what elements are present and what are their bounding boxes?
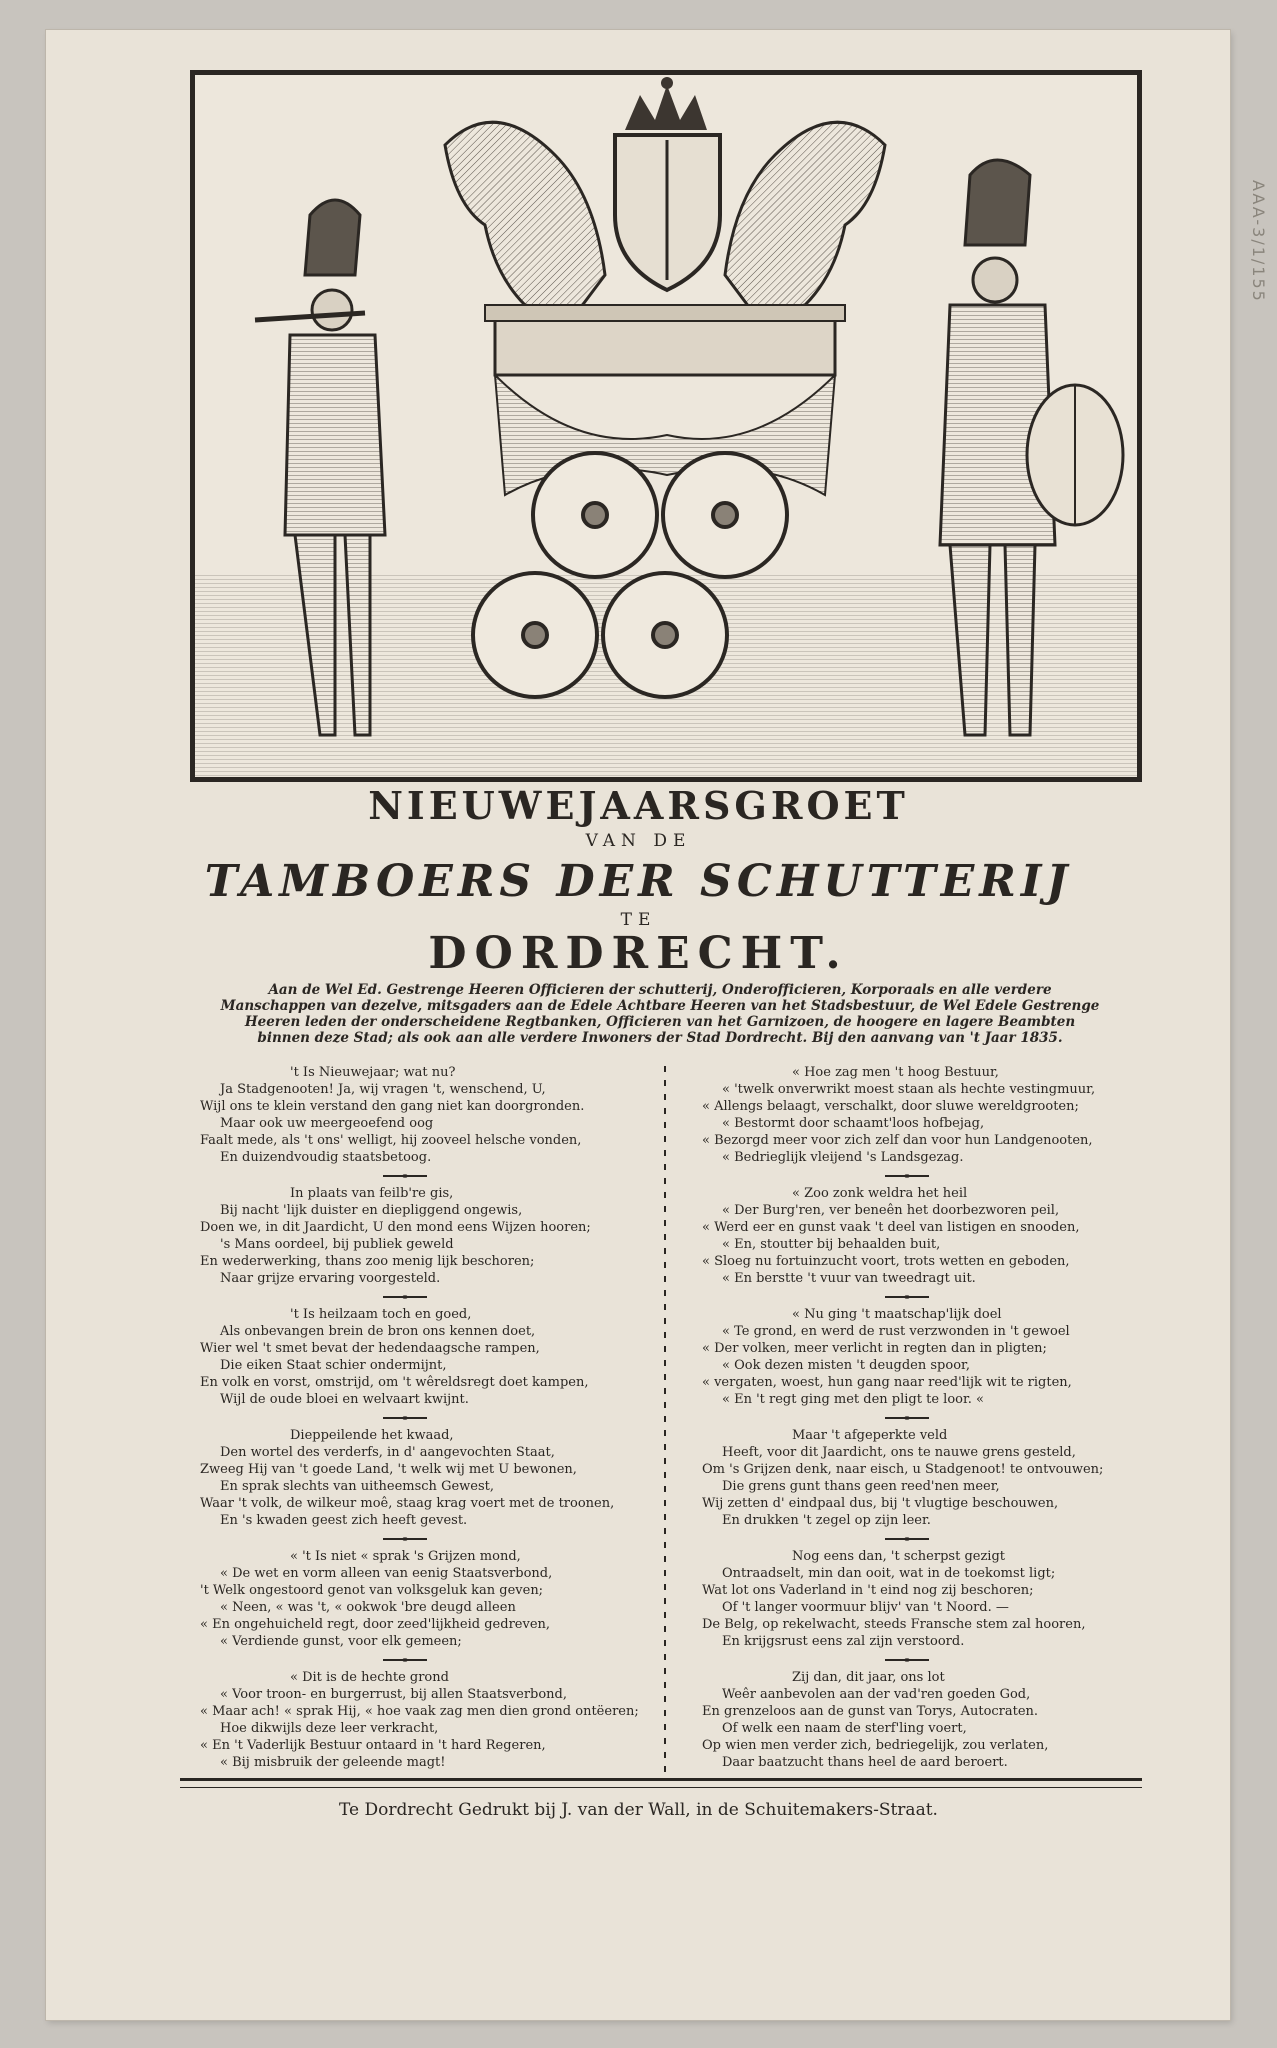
poem-line: En sprak slechts van uitheemsch Gewest, [220,1479,494,1494]
poem-line: « Allengs belaagt, verschalkt, door sluwe wereldgrooten; [702,1099,1079,1114]
poem-line: « Sloeg nu fortuinzucht voort, trots wetten en geboden, [702,1254,1070,1269]
poem-stanza [170,1427,640,1529]
poem-line: Wij zetten d' eindpaal dus, bij 't vlugtige beschouwen, [702,1496,1059,1511]
poem-line: « Verdiende gunst, voor elk gemeen; [220,1634,462,1649]
poem-line: « Bestormt door schaamt'loos hofbejag, [722,1116,985,1131]
poem-stanza [170,1548,640,1650]
stanza-ornament [383,1414,427,1422]
poem-line: « Bedrieglijk vleijend 's Landsgezag. [722,1150,964,1165]
poem-line: En krijgsrust eens zal zijn verstoord. [722,1634,965,1649]
stanza-ornament [383,1535,427,1543]
poem-line: Daar baatzucht thans heel de aard beroert. [722,1755,1008,1770]
stanza-ornament [383,1293,427,1301]
stanza-ornament [885,1293,929,1301]
poem-stanza [170,1669,640,1771]
dedication-text: Aan de Wel Ed. Gestrenge Heeren Officieren der schutterij, Onderofficieren, Korporaals en alle verdere Manschappen van dezelve, mitsgaders aan de Edele Achtbare Heeren van het Stadsbestuur, de Wel Edele Gestrenge Heeren leden der onderscheidene Regtbanken, Officieren van het Garnizoen, de hoogere en lagere Beambten binnen deze Stad; als ook aan alle verdere Inwoners der Stad Dordrecht. Bij den aanvang van 't Jaar 1835. [220,982,1100,1046]
poem-line: Wijl de oude bloei en welvaart kwijnt. [220,1392,469,1407]
poem-line: Op wien men verder zich, bedriegelijk, zou verlaten, [702,1738,1049,1753]
poem-line: « Hoe zag men 't hoog Bestuur, [792,1065,999,1080]
poem-line: Ja Stadgenooten! Ja, wij vragen 't, wenschend, U, [220,1082,546,1097]
poem-line: In plaats van feilb're gis, [290,1186,454,1201]
poem-right-column [672,1064,1142,1777]
poem-line: Hoe dikwijls deze leer verkracht, [220,1721,439,1736]
poem-stanza [672,1427,1142,1529]
stanza-ornament [885,1414,929,1422]
engraving-frame [190,70,1142,782]
poem-line: « Der Burg'ren, ver beneên het doorbezworen peil, [722,1203,1060,1218]
poem-line: « En 't Vaderlijk Bestuur ontaard in 't hard Regeren, [200,1738,546,1753]
poem-stanza [170,1064,640,1166]
poem-stanza [672,1064,1142,1166]
poem-line: « Maar ach! « sprak Hij, « hoe vaak zag men dien grond ontëeren; [200,1704,639,1719]
poem-line: « En berstte 't vuur van tweedragt uit. [722,1271,976,1286]
poem-line: Dieppeilende het kwaad, [290,1428,454,1443]
poem-line: « En 't regt ging met den pligt te loor. « [722,1392,984,1407]
poem-line: Om 's Grijzen denk, naar eisch, u Stadgenoot! te ontvouwen; [702,1462,1104,1477]
poem-stanza [672,1185,1142,1287]
poem-line: « Werd eer en gunst vaak 't deel van listigen en snooden, [702,1220,1080,1235]
poem-line: Den wortel des verderfs, in d' aangevochten Staat, [220,1445,555,1460]
poem-line: Nog eens dan, 't scherpst gezigt [792,1549,1006,1564]
poem-line: 't Is Nieuwejaar; wat nu? [290,1065,456,1080]
poem-line: « Nu ging 't maatschap'lijk doel [792,1307,1002,1322]
poem-line: En volk en vorst, omstrijd, om 't wêreldsregt doet kampen, [200,1375,589,1390]
stanza-ornament [885,1535,929,1543]
poem-line: Wat lot ons Vaderland in 't eind nog zij beschoren; [702,1583,1034,1598]
poem-line: « 'twelk onverwrikt moest staan als hechte vestingmuur, [722,1082,1096,1097]
stanza-ornament [885,1656,929,1664]
poem-line: Waar 't volk, de wilkeur moê, staag krag voert met de troonen, [200,1496,615,1511]
title-dordrecht: DORDRECHT. [428,928,849,979]
poem-line: Zij dan, dit jaar, ons lot [792,1670,945,1685]
poem-line: « Zoo zonk weldra het heil [792,1186,968,1201]
title-tamboers: TAMBOERS DER SCHUTTERIJ [204,856,1073,907]
poem-line: « vergaten, woest, hun gang naar reed'lijk wit te rigten, [702,1375,1072,1390]
margin-inventory-note: AAA-3/1/155 [1249,180,1268,303]
column-divider [664,1066,666,1776]
poem-line: Ontraadselt, min dan ooit, wat in de toekomst ligt; [722,1566,1056,1581]
poem-line: « 't Is niet « sprak 's Grijzen mond, [290,1549,521,1564]
bottom-rule [180,1778,1142,1788]
poem-stanza [170,1306,640,1408]
poem-line: Zweeg Hij van 't goede Land, 't welk wij met U bewonen, [200,1462,577,1477]
poem-line: Bij nacht 'lijk duister en diepliggend ongewis, [220,1203,523,1218]
poem-line: « De wet en vorm alleen van eenig Staatsverbond, [220,1566,553,1581]
poem-line: « Bij misbruik der geleende magt! [220,1755,446,1770]
poem-line: « Bezorgd meer voor zich zelf dan voor hun Landgenooten, [702,1133,1093,1148]
poem-line: « En ongehuicheld regt, door zeed'lijkheid gedreven, [200,1617,551,1632]
poem-line: Die eiken Staat schier ondermijnt, [220,1358,447,1373]
poem-line: « Ook dezen misten 't deugden spoor, [722,1358,970,1373]
stanza-ornament [383,1172,427,1180]
poem-line: « Dit is de hechte grond [290,1670,449,1685]
title-nieuwejaarsgroet: NIEUWEJAARSGROET [368,783,909,828]
poem-line: Weêr aanbevolen aan der vad'ren goeden God, [722,1687,1031,1702]
poem-line: Wijl ons te klein verstand den gang niet kan doorgronden. [200,1099,585,1114]
poem-line: Naar grijze ervaring voorgesteld. [220,1271,441,1286]
title-te: TE [620,910,657,930]
woodcut-illustration [195,75,1137,777]
poem-line: « Voor troon- en burgerrust, bij allen Staatsverbond, [220,1687,568,1702]
poem-line: En wederwerking, thans zoo menig lijk beschoren; [200,1254,535,1269]
poem-line: Doen we, in dit Jaardicht, U den mond eens Wijzen hooren; [200,1220,591,1235]
poem-line: « Neen, « was 't, « ookwok 'bre deugd alleen [220,1600,516,1615]
poem-line: Wier wel 't smet bevat der hedendaagsche rampen, [200,1341,540,1356]
poem-line: De Belg, op rekelwacht, steeds Fransche stem zal hooren, [702,1617,1086,1632]
poem-line: « En, stoutter bij behaalden buit, [722,1237,941,1252]
poem-stanza [672,1548,1142,1650]
poem-line: 't Welk ongestoord genot van volksgeluk kan geven; [200,1583,544,1598]
poem-line: Als onbevangen brein de bron ons kennen doet, [220,1324,536,1339]
poem-line: En duizendvoudig staatsbetoog. [220,1150,432,1165]
stanza-ornament [383,1656,427,1664]
poem-line: Maar 't afgeperkte veld [792,1428,948,1443]
poem-line: « Der volken, meer verlicht in regten dan in pligten; [702,1341,1047,1356]
printer-imprint: Te Dordrecht Gedrukt bij J. van der Wall, in de Schuitemakers-Straat. [339,1800,938,1820]
poem-left-column [170,1064,640,1777]
poem-line: 's Mans oordeel, bij publiek geweld [220,1237,454,1252]
poem-line: 't Is heilzaam toch en goed, [290,1307,472,1322]
poem-line: Of welk een naam de sterf'ling voert, [722,1721,967,1736]
poem-line: Of 't langer voormuur blijv' van 't Noord. — [722,1600,1009,1615]
poem-line: Faalt mede, als 't ons' welligt, hij zooveel helsche vonden, [200,1133,582,1148]
poem-line: En grenzeloos aan de gunst van Torys, Autocraten. [702,1704,1039,1719]
poem-stanza [672,1306,1142,1408]
poem-line: En 's kwaden geest zich heeft gevest. [220,1513,468,1528]
title-van-de: VAN DE [585,831,692,851]
poem-stanza [672,1669,1142,1771]
poem-stanza [170,1185,640,1287]
poem-line: Maar ook uw meergeoefend oog [220,1116,434,1131]
poem-line: « Te grond, en werd de rust verzwonden in 't gewoel [722,1324,1070,1339]
poem-line: En drukken 't zegel op zijn leer. [722,1513,931,1528]
poem-line: Heeft, voor dit Jaardicht, ons te nauwe grens gesteld, [722,1445,1076,1460]
stanza-ornament [885,1172,929,1180]
poem-line: Die grens gunt thans geen reed'nen meer, [722,1479,1000,1494]
pedestal [495,315,835,375]
